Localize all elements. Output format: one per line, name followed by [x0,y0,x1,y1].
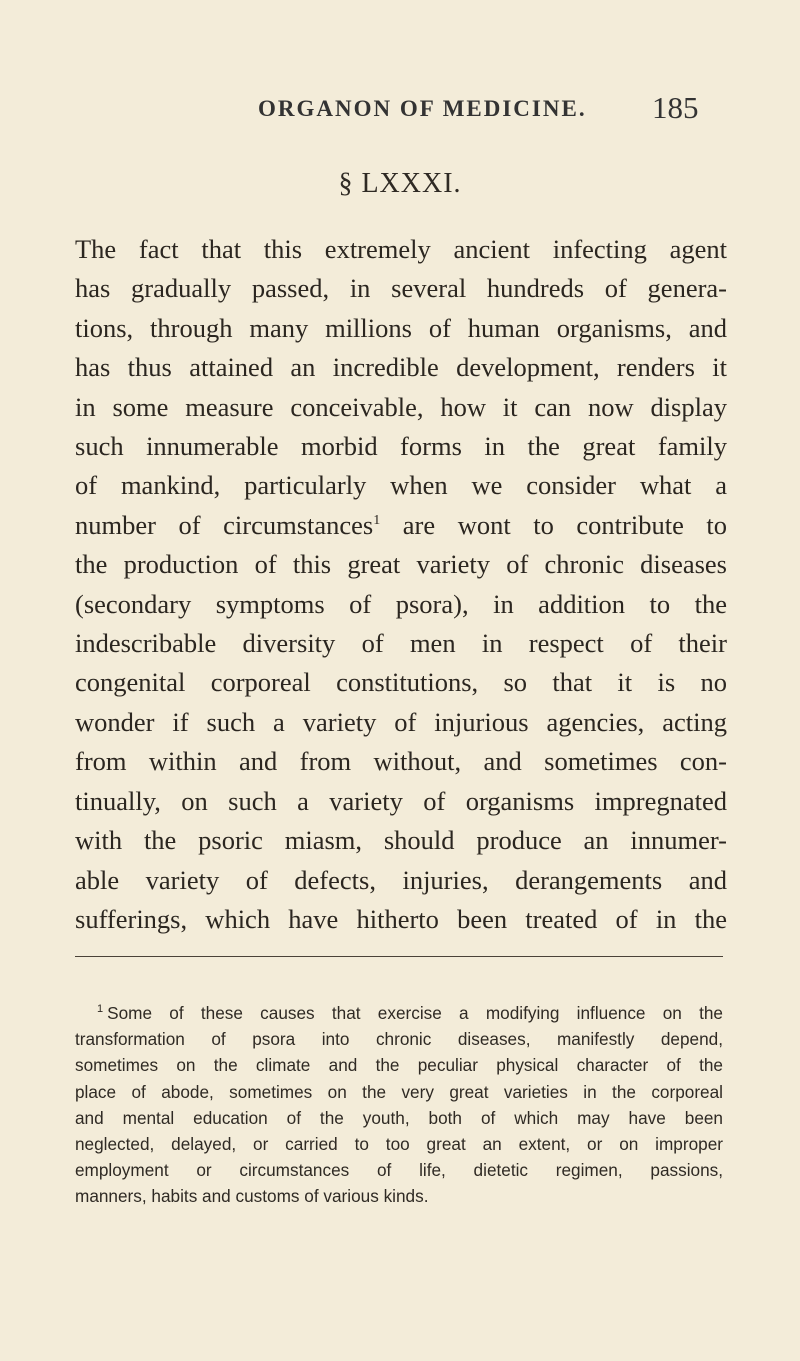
body-line-part: number of circumstances [75,509,374,540]
footnote-line: employment or circumstances of life, dietetic regimen, passions, [75,1160,723,1181]
body-line: tions, through many millions of human organisms, and [75,312,727,343]
body-line: able variety of defects, injuries, derangements and [75,864,727,895]
body-line: has thus attained an incredible development, renders it [75,352,727,383]
body-line: sufferings, which have hitherto been treated of in the [75,903,727,934]
footnote [75,1000,723,1210]
footnote-line-text: Some of these causes that exercise a modifying influence on the [107,1003,723,1023]
footnote-line: sometimes on the climate and the peculiar physical character of the [75,1055,723,1076]
body-paragraph [75,230,727,939]
body-line: the production of this great variety of chronic diseases [75,549,727,580]
body-line-part: are wont to contribute to [402,509,728,540]
footnote-line: transformation of psora into chronic diseases, manifestly depend, [75,1029,723,1050]
footnote-marker: 1 [97,1003,104,1015]
body-line: in some measure conceivable, how it can now display [75,391,727,422]
footnote-reference: 1 [373,512,381,528]
running-head [0,90,800,130]
body-line: congenital corporeal constitutions, so that it is no [75,667,727,698]
footnote-line: place of abode, sometimes on the very great varieties in the corporeal [75,1081,723,1102]
body-line: The fact that this extremely ancient infecting agent [75,234,727,264]
page-number: 185 [652,90,699,125]
body-line: tinually, on such a variety of organisms impregnated [75,785,727,816]
body-line: (secondary symptoms of psora), in addition to the [75,588,727,619]
section-heading: § LXXXI. [338,168,462,199]
footnote-line: manners, habits and customs of various kinds. [75,1186,429,1207]
body-line: has gradually passed, in several hundreds of genera- [75,273,727,304]
footnote-divider [75,956,723,957]
running-title: ORGANON OF MEDICINE. [258,96,587,121]
body-line: with the psoric miasm, should produce an innumer- [75,825,727,856]
footnote-line: and mental education of the youth, both of which may have been [75,1107,723,1128]
body-line: such innumerable morbid forms in the great family [75,431,727,462]
body-line: indescribable diversity of men in respect of their [75,628,727,659]
body-line: of mankind, particularly when we consider what a [75,470,727,501]
body-line: wonder if such a variety of injurious agencies, acting [75,706,727,737]
footnote-line [75,1000,723,1026]
footnote-line: neglected, delayed, or carried to too great an extent, or on improper [75,1134,723,1155]
body-line: from within and from without, and sometimes con- [75,746,727,777]
body-line-with-footnote-ref [75,506,727,545]
